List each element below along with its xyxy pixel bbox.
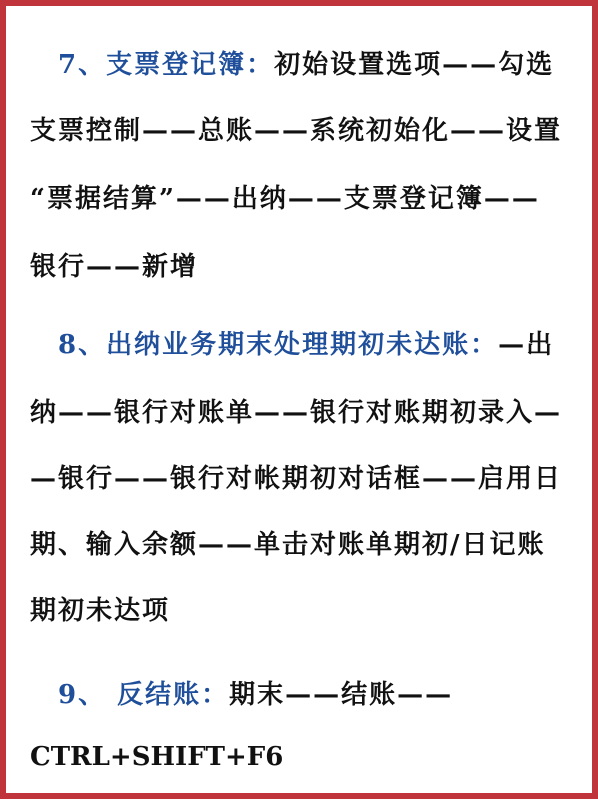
section-7-text: 初始设置选项——勾选 [274, 50, 555, 80]
section-9-shortcut: CTRL+SHIFT+F6 [30, 742, 284, 772]
section-7-line-1: 支票控制——总账——系统初始化——设置 [30, 116, 563, 146]
section-7-line-3: 银行——新增 [30, 252, 199, 282]
section-9-heading: 9、 反结账： [58, 680, 230, 710]
section-7-line-2: “票据结算”——出纳——支票登记簿—— [30, 184, 540, 214]
section-9-text: 期末——结账—— [229, 680, 454, 710]
section-8-text: —出 [498, 330, 555, 360]
section-8-line-4: 期初未达项 [30, 596, 171, 626]
section-7-first-line [58, 50, 554, 80]
section-8-first-line [58, 330, 554, 360]
section-8-line-3: 期、输入余额——单击对账单期初/日记账 [30, 530, 546, 560]
section-7-heading: 7、支票登记簿： [58, 50, 275, 80]
section-8-heading: 8、出纳业务期末处理期初未达账： [58, 330, 499, 360]
section-9-first-line [58, 680, 453, 710]
section-8-line-2: —银行——银行对帐期初对话框——启用日 [30, 464, 563, 494]
section-8-line-1: 纳——银行对账单——银行对账期初录入— [30, 398, 563, 428]
